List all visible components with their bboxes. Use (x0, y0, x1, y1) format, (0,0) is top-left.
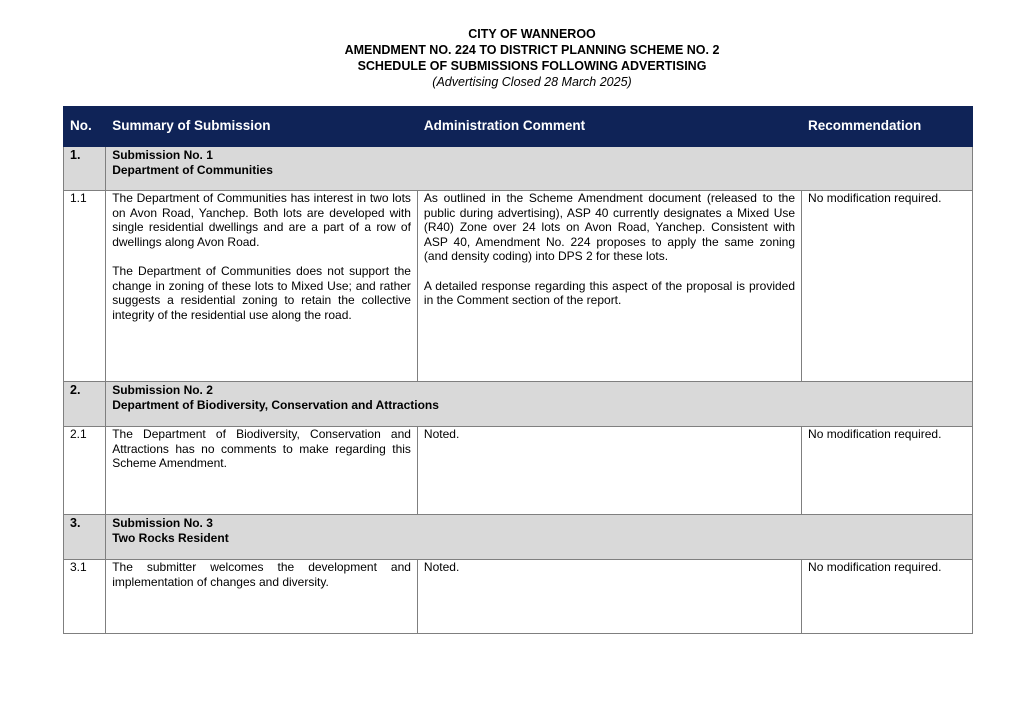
submission-section-row (64, 147, 973, 191)
table-row (64, 191, 973, 382)
item-number: 1.1 (64, 191, 106, 382)
table-header-row (64, 107, 973, 147)
submission-section-row (64, 382, 973, 427)
summary-cell (106, 191, 418, 382)
header-line-amendment: AMENDMENT NO. 224 TO DISTRICT PLANNING SCHEME NO. 2 (344, 43, 720, 57)
recommendation-cell: No modification required. (802, 191, 973, 382)
column-header-summary: Summary of Submission (106, 107, 418, 147)
recommendation-cell: No modification required. (802, 560, 973, 634)
header-line-schedule: SCHEDULE OF SUBMISSIONS FOLLOWING ADVERTISING (357, 59, 707, 73)
item-number: 2.1 (64, 427, 106, 515)
comment-paragraph: Noted. (423, 427, 460, 441)
table-row (64, 427, 973, 515)
summary-paragraph: The Department of Communities does not support the change in zoning of these lots to Mixed Use; and rather suggests a residential zoning to retain the collective integrity of the residential use along the road. (112, 263, 411, 322)
submission-title-cell (106, 515, 973, 560)
submitter-name: Department of Biodiversity, Conservation and Attractions (112, 397, 439, 412)
submission-number: 1. (64, 147, 106, 191)
header-line-city: CITY OF WANNEROO (468, 27, 596, 41)
table-row (64, 560, 973, 634)
comment-paragraph: As outlined in the Scheme Amendment document (released to the public during advertising), ASP 40 currently designates a Mixed Use (R40) Zone over 24 lots on Avon Road, Yanchep. Consistent with ASP 40, Amendment No. 224 proposes to apply the same zoning (and density coding) into DPS 2 for these lots. (423, 191, 796, 264)
submission-number: 2. (64, 382, 106, 427)
submissions-table (63, 106, 973, 634)
comment-paragraph: A detailed response regarding this aspect of the proposal is provided in the Comment section of the report. (423, 278, 796, 308)
comment-paragraph: Noted. (423, 560, 460, 574)
column-header-recommendation: Recommendation (802, 107, 973, 147)
submitter-name: Two Rocks Resident (112, 530, 229, 545)
summary-cell (106, 560, 418, 634)
recommendation-cell: No modification required. (802, 427, 973, 515)
comment-cell (417, 191, 801, 382)
summary-paragraph: The submitter welcomes the development and implementation of changes and diversity. (112, 560, 411, 589)
submission-title: Submission No. 3 (112, 516, 213, 530)
summary-cell (106, 427, 418, 515)
submission-title-cell (106, 147, 973, 191)
submission-section-row (64, 515, 973, 560)
submission-title-cell (106, 382, 973, 427)
document-header (0, 26, 1017, 90)
submission-title: Submission No. 2 (112, 383, 213, 397)
comment-cell (417, 560, 801, 634)
item-number: 3.1 (64, 560, 106, 634)
submission-title: Submission No. 1 (112, 148, 213, 162)
comment-cell (417, 427, 801, 515)
header-line-advertising: (Advertising Closed 28 March 2025) (432, 75, 632, 89)
submitter-name: Department of Communities (112, 162, 273, 177)
column-header-comment: Administration Comment (417, 107, 801, 147)
submission-number: 3. (64, 515, 106, 560)
column-header-no: No. (64, 107, 106, 147)
summary-paragraph: The Department of Communities has interest in two lots on Avon Road, Yanchep. Both lots are developed with single residential dwellings and are a part of a row of dwellings along Avon Road. (112, 191, 411, 249)
summary-paragraph: The Department of Biodiversity, Conservation and Attractions has no comments to make regarding this Scheme Amendment. (112, 427, 411, 471)
